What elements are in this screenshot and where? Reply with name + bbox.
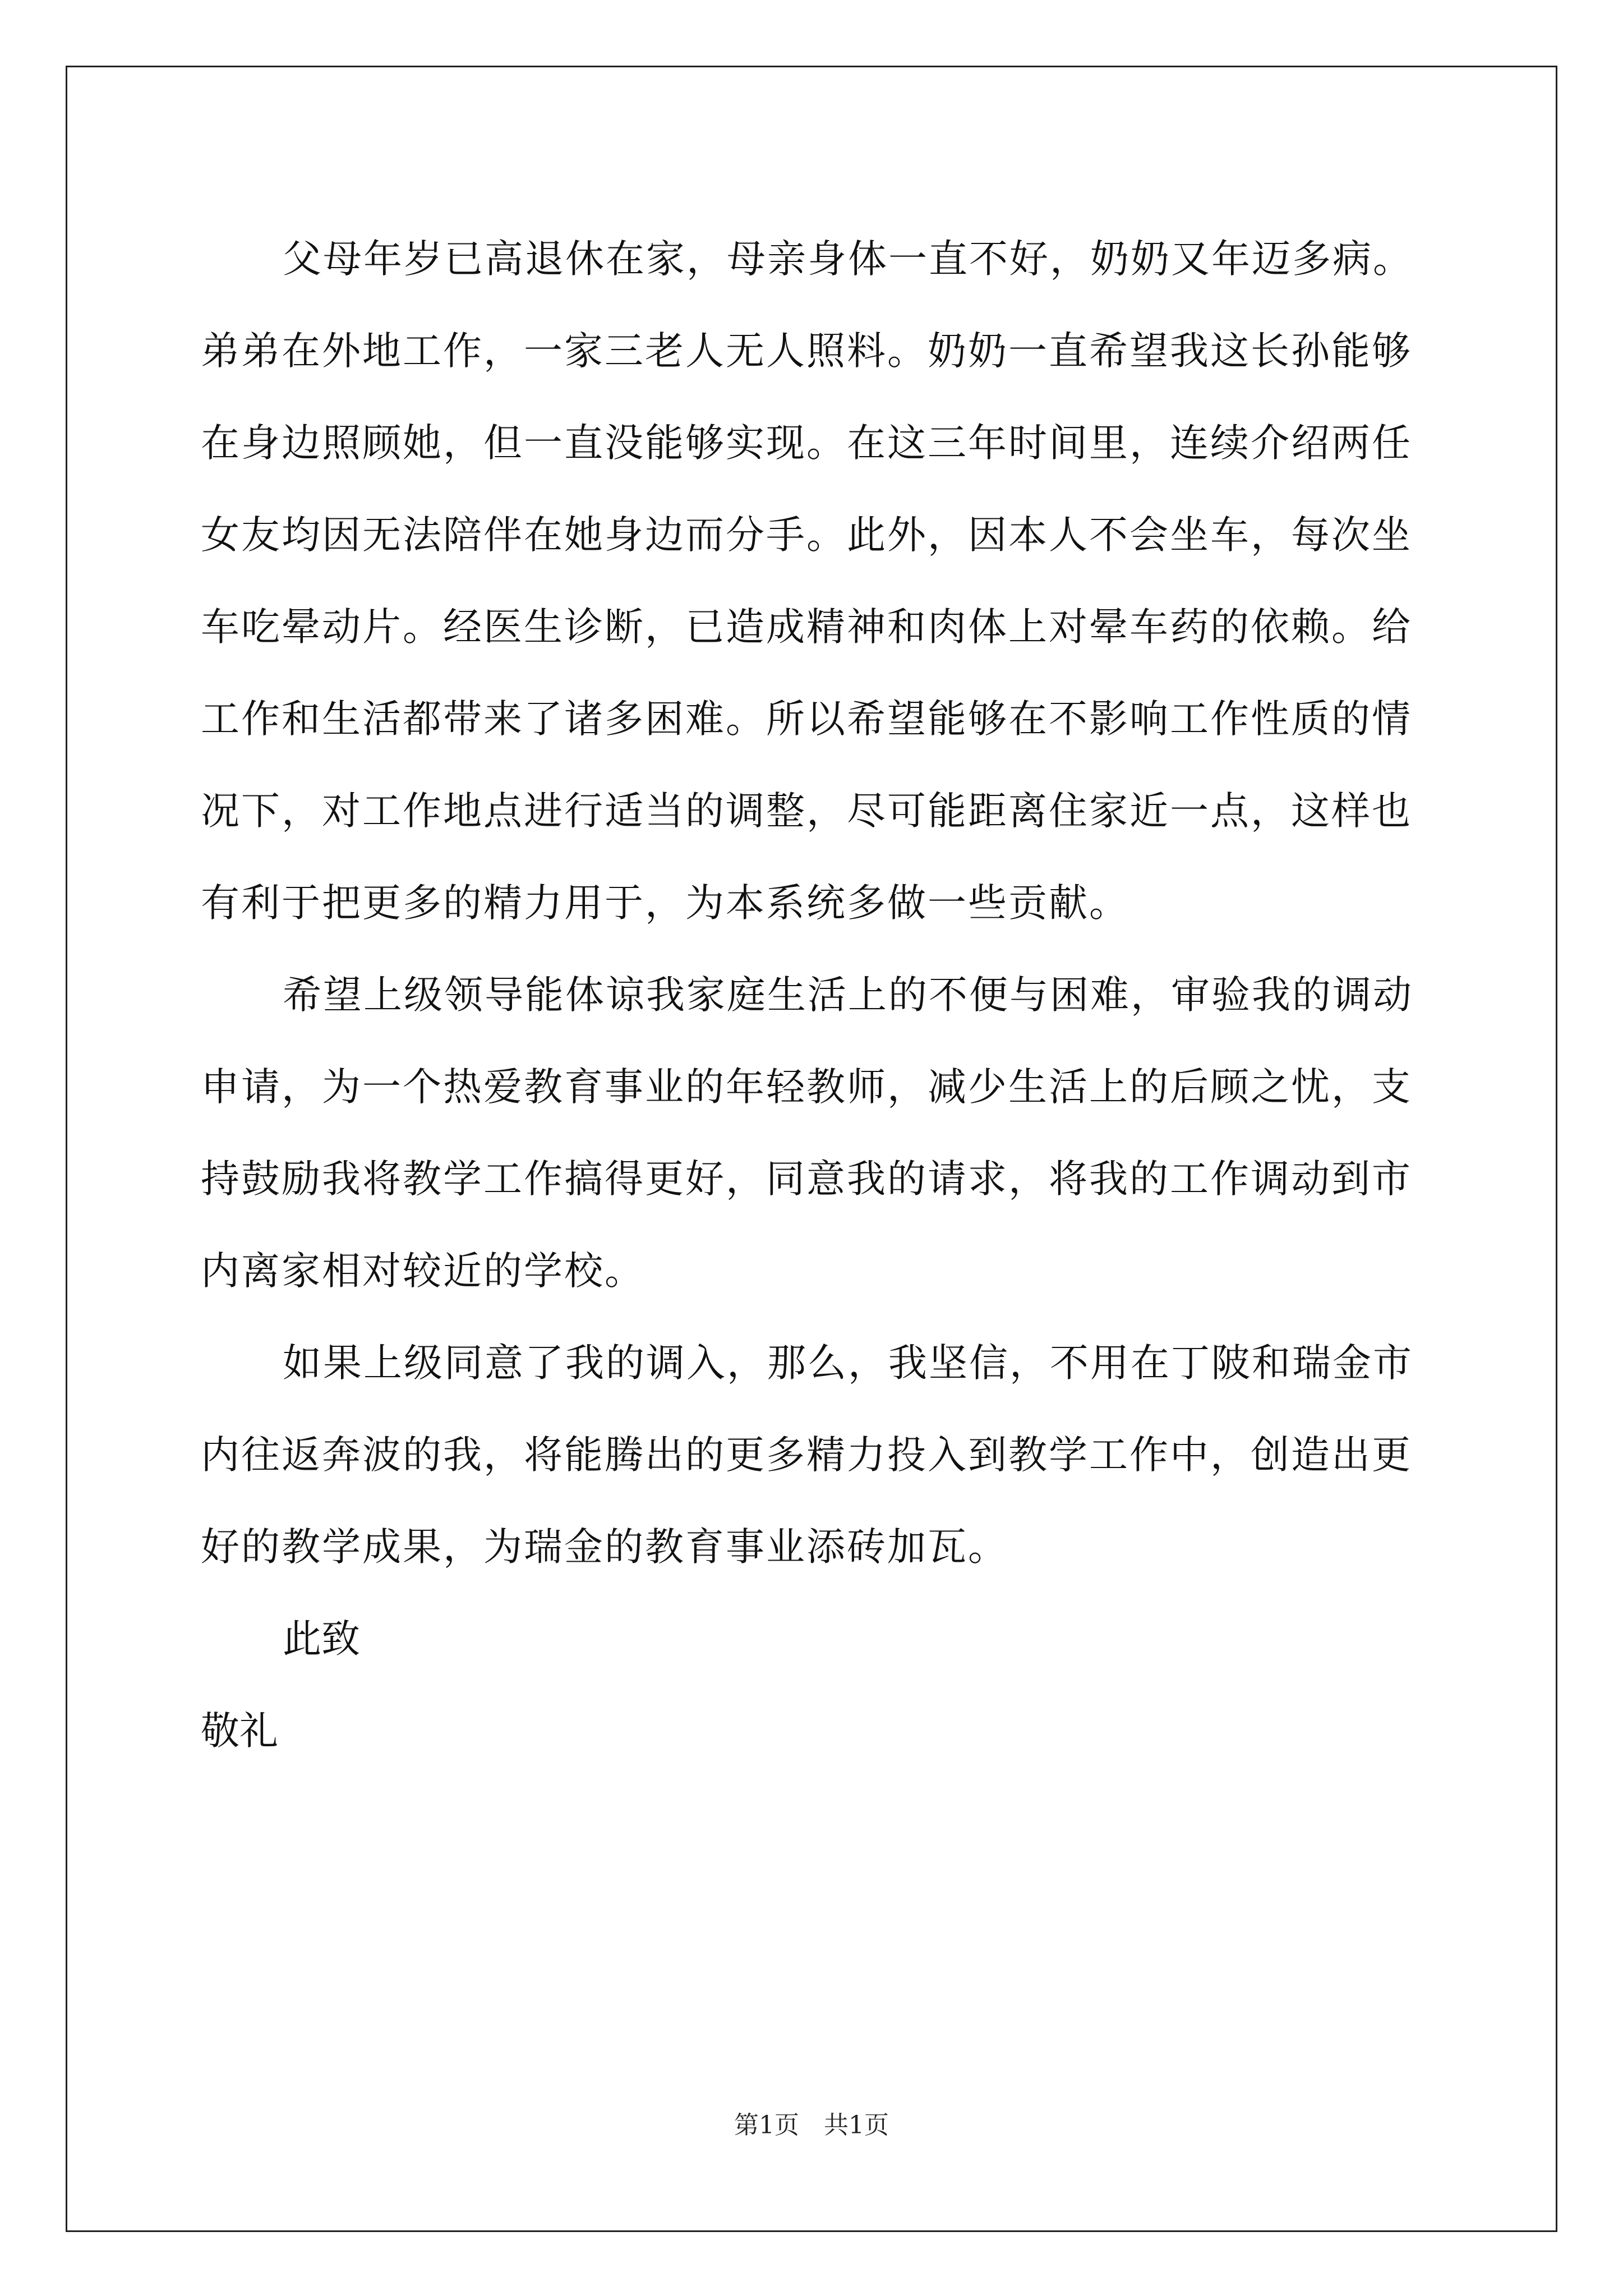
paragraph-1: 父母年岁已高退休在家，母亲身体一直不好，奶奶又年迈多病。弟弟在外地工作，一家三老人无人照料。奶奶一直希望我这长孙能够在身边照顾她，但一直没能够实现。在这三年时间里，连续介绍两任女友均因无法陪伴在她身边而分手。此外，因本人不会坐车，每次坐车吃晕动片。经医生诊断，已造成精神和肉体上对晕车药的依赖。给工作和生活都带来了诸多困难。所以希望能够在不影响工作性质的情况下，对工作地点进行适当的调整，尽可能距离住家近一点，这样也有利于把更多的精力用于，为本系统多做一些贡献。 bbox=[201, 237, 1413, 926]
paragraph-2: 希望上级领导能体谅我家庭生活上的不便与困难，审验我的调动申请，为一个热爱教育事业的年轻教师，减少生活上的后顾之忧，支持鼓励我将教学工作搞得更好，同意我的请求，将我的工作调动到市内离家相对较近的学校。 bbox=[201, 973, 1413, 1294]
paragraph-3: 如果上级同意了我的调入，那么，我坚信，不用在丁陂和瑞金市内往返奔波的我，将能腾出的更多精力投入到教学工作中，创造出更好的教学成果，为瑞金的教育事业添砖加瓦。 bbox=[201, 1341, 1413, 1570]
page-footer: 第1页 共1页 bbox=[734, 2111, 889, 2139]
closing-salutation: 此致 bbox=[283, 1617, 360, 1662]
letter-body bbox=[201, 213, 1435, 1777]
regards: 敬礼 bbox=[201, 1709, 278, 1754]
